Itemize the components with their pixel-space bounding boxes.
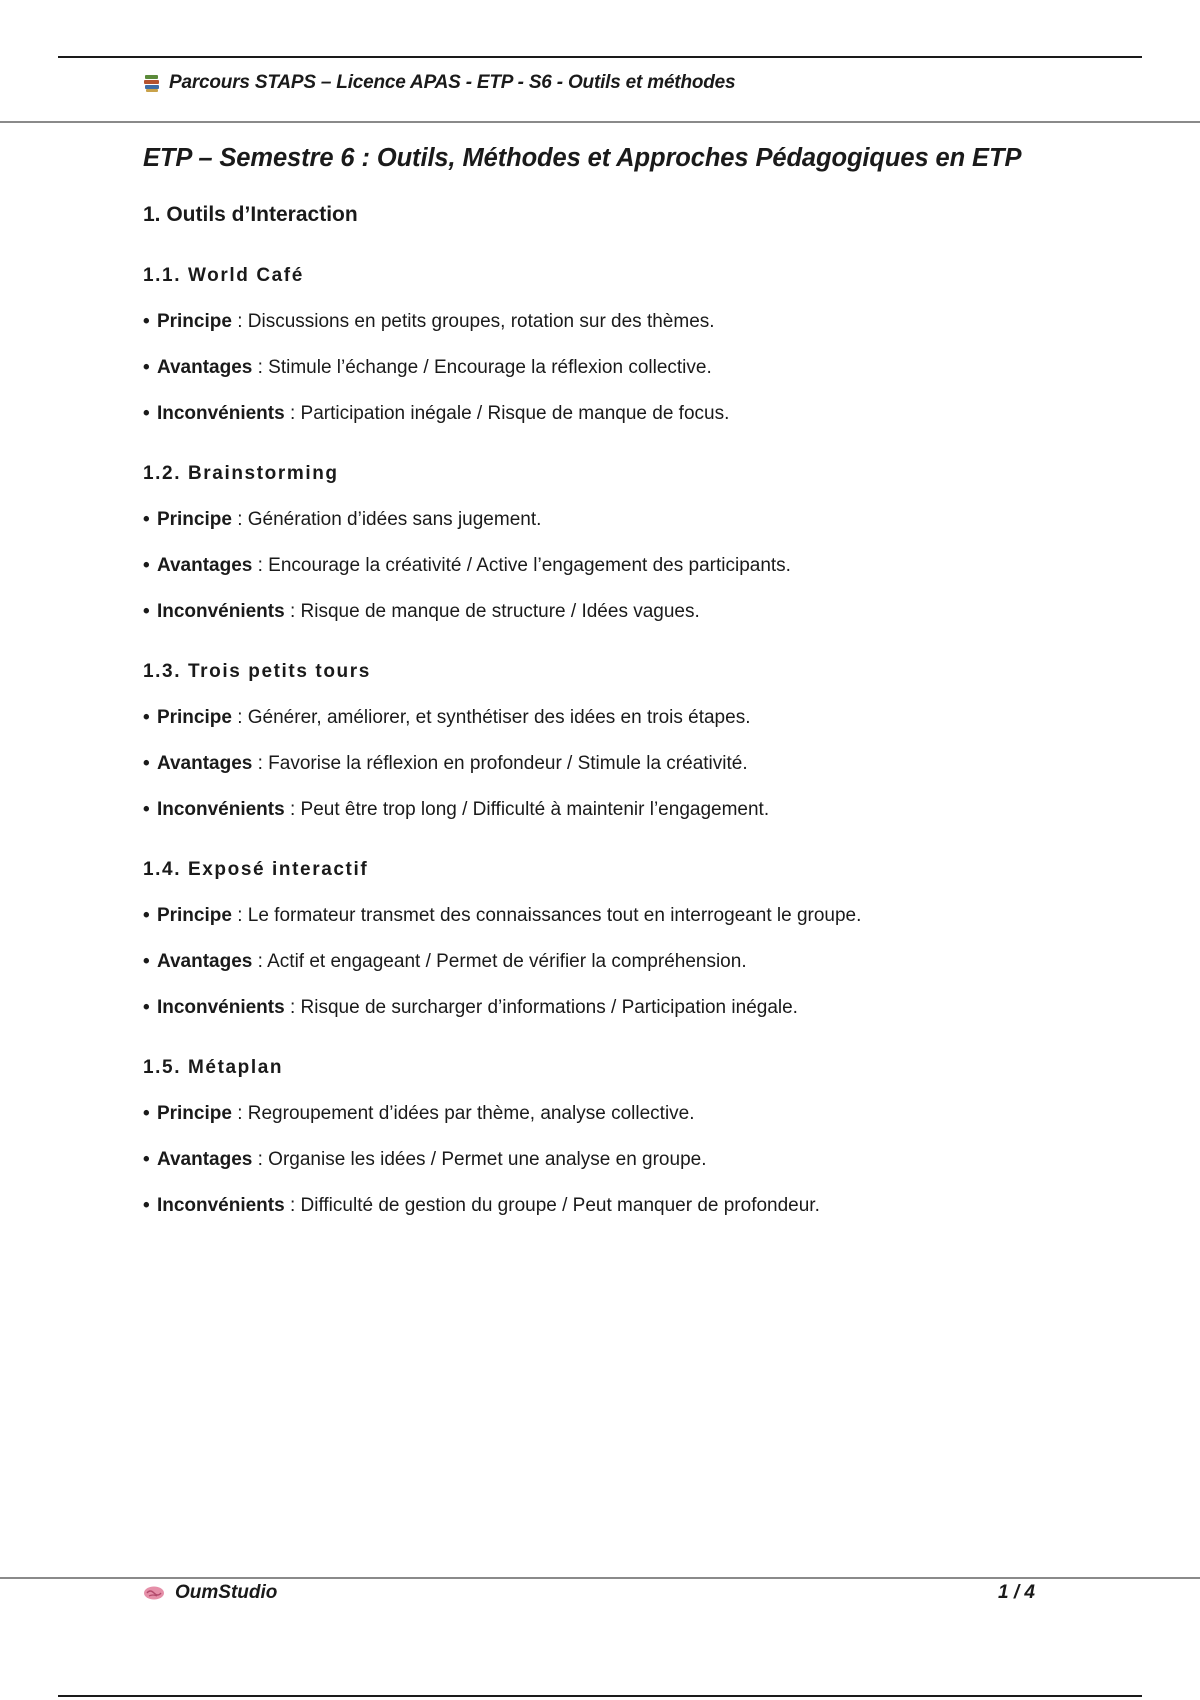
header-divider xyxy=(0,121,1200,123)
subsection xyxy=(143,859,1103,1019)
top-border-rule xyxy=(58,56,1142,58)
bullet-marker: • xyxy=(143,1195,150,1216)
subsection xyxy=(143,265,1103,425)
item-label: Avantages xyxy=(156,753,253,774)
item-label: Inconvénients xyxy=(156,601,285,622)
item-label: Avantages xyxy=(156,555,253,576)
document-body xyxy=(143,144,1103,1217)
item-text: : Difficulté de gestion du groupe / Peut manquer de profondeur. xyxy=(284,1195,820,1216)
footer-divider xyxy=(0,1577,1200,1579)
item-label: Principe xyxy=(156,1103,232,1124)
item-text: : Peut être trop long / Difficulté à maintenir l’engagement. xyxy=(284,799,770,820)
bullet-item xyxy=(143,707,1103,729)
subsection xyxy=(143,463,1103,623)
subsection-heading: 1.5. Métaplan xyxy=(143,1057,284,1078)
bullet-item xyxy=(143,1195,1103,1217)
subsection-heading: 1.3. Trois petits tours xyxy=(143,661,371,682)
bullet-marker: • xyxy=(143,509,150,530)
item-label: Principe xyxy=(156,905,232,926)
subsection-heading: 1.2. Brainstorming xyxy=(143,463,339,484)
item-text: : Regroupement d’idées par thème, analyse collective. xyxy=(231,1103,695,1124)
bullet-marker: • xyxy=(143,951,150,972)
books-icon xyxy=(143,73,161,93)
bullet-marker: • xyxy=(143,1149,150,1170)
item-label: Inconvénients xyxy=(156,403,285,424)
course-label: Parcours STAPS – Licence APAS - ETP - S6 - Outils et méthodes xyxy=(169,72,736,93)
bullet-item xyxy=(143,601,1103,623)
bullet-marker: • xyxy=(143,601,150,622)
bullet-marker: • xyxy=(143,799,150,820)
item-text: : Participation inégale / Risque de manque de focus. xyxy=(284,403,730,424)
brain-icon xyxy=(143,1585,165,1601)
item-text: : Le formateur transmet des connaissances tout en interrogeant le groupe. xyxy=(231,905,862,926)
bullet-item xyxy=(143,753,1103,775)
bullet-item xyxy=(143,1149,1103,1171)
item-label: Avantages xyxy=(156,1149,253,1170)
bullet-item xyxy=(143,403,1103,425)
item-text: : Génération d’idées sans jugement. xyxy=(231,509,542,530)
subsection-heading: 1.4. Exposé interactif xyxy=(143,859,369,880)
bullet-item xyxy=(143,799,1103,821)
item-label: Principe xyxy=(156,311,232,332)
item-label: Avantages xyxy=(156,951,253,972)
item-text: : Actif et engageant / Permet de vérifier la compréhension. xyxy=(252,951,747,972)
item-text: : Stimule l’échange / Encourage la réflexion collective. xyxy=(252,357,712,378)
bullet-marker: • xyxy=(143,707,150,728)
item-label: Principe xyxy=(156,509,232,530)
bullet-marker: • xyxy=(143,403,150,424)
bullet-item xyxy=(143,555,1103,577)
bullet-item xyxy=(143,311,1103,333)
bullet-marker: • xyxy=(143,1103,150,1124)
bullet-item xyxy=(143,951,1103,973)
subsection xyxy=(143,1057,1103,1217)
item-label: Inconvénients xyxy=(156,799,285,820)
bullet-marker: • xyxy=(143,905,150,926)
document-title: ETP – Semestre 6 : Outils, Méthodes et Approches Pédagogiques en ETP xyxy=(143,144,1022,172)
item-text: : Générer, améliorer, et synthétiser des idées en trois étapes. xyxy=(231,707,751,728)
item-text: : Risque de manque de structure / Idées vagues. xyxy=(284,601,700,622)
section-heading: 1. Outils d’Interaction xyxy=(143,203,358,226)
item-label: Principe xyxy=(156,707,232,728)
bullet-marker: • xyxy=(143,555,150,576)
bullet-item xyxy=(143,509,1103,531)
item-text: : Organise les idées / Permet une analyse en groupe. xyxy=(252,1149,707,1170)
bullet-item xyxy=(143,1103,1103,1125)
subsection xyxy=(143,661,1103,821)
page-number: 1 / 4 xyxy=(998,1582,1035,1603)
item-text: : Discussions en petits groupes, rotation sur des thèmes. xyxy=(231,311,715,332)
bullet-marker: • xyxy=(143,357,150,378)
item-text: : Risque de surcharger d’informations / Participation inégale. xyxy=(284,997,798,1018)
bullet-marker: • xyxy=(143,753,150,774)
bullet-item xyxy=(143,997,1103,1019)
item-label: Avantages xyxy=(156,357,253,378)
footer-brand: OumStudio xyxy=(175,1582,278,1603)
item-text: : Encourage la créativité / Active l’engagement des participants. xyxy=(252,555,791,576)
item-text: : Favorise la réflexion en profondeur / Stimule la créativité. xyxy=(252,753,748,774)
item-label: Inconvénients xyxy=(156,1195,285,1216)
item-label: Inconvénients xyxy=(156,997,285,1018)
page-footer xyxy=(143,1582,1043,1604)
page-header xyxy=(143,72,735,94)
bullet-item xyxy=(143,905,1103,927)
bullet-marker: • xyxy=(143,997,150,1018)
bullet-marker: • xyxy=(143,311,150,332)
bullet-item xyxy=(143,357,1103,379)
subsection-heading: 1.1. World Café xyxy=(143,265,304,286)
subsections-list xyxy=(143,265,1103,1217)
bottom-border-rule xyxy=(58,1695,1142,1697)
